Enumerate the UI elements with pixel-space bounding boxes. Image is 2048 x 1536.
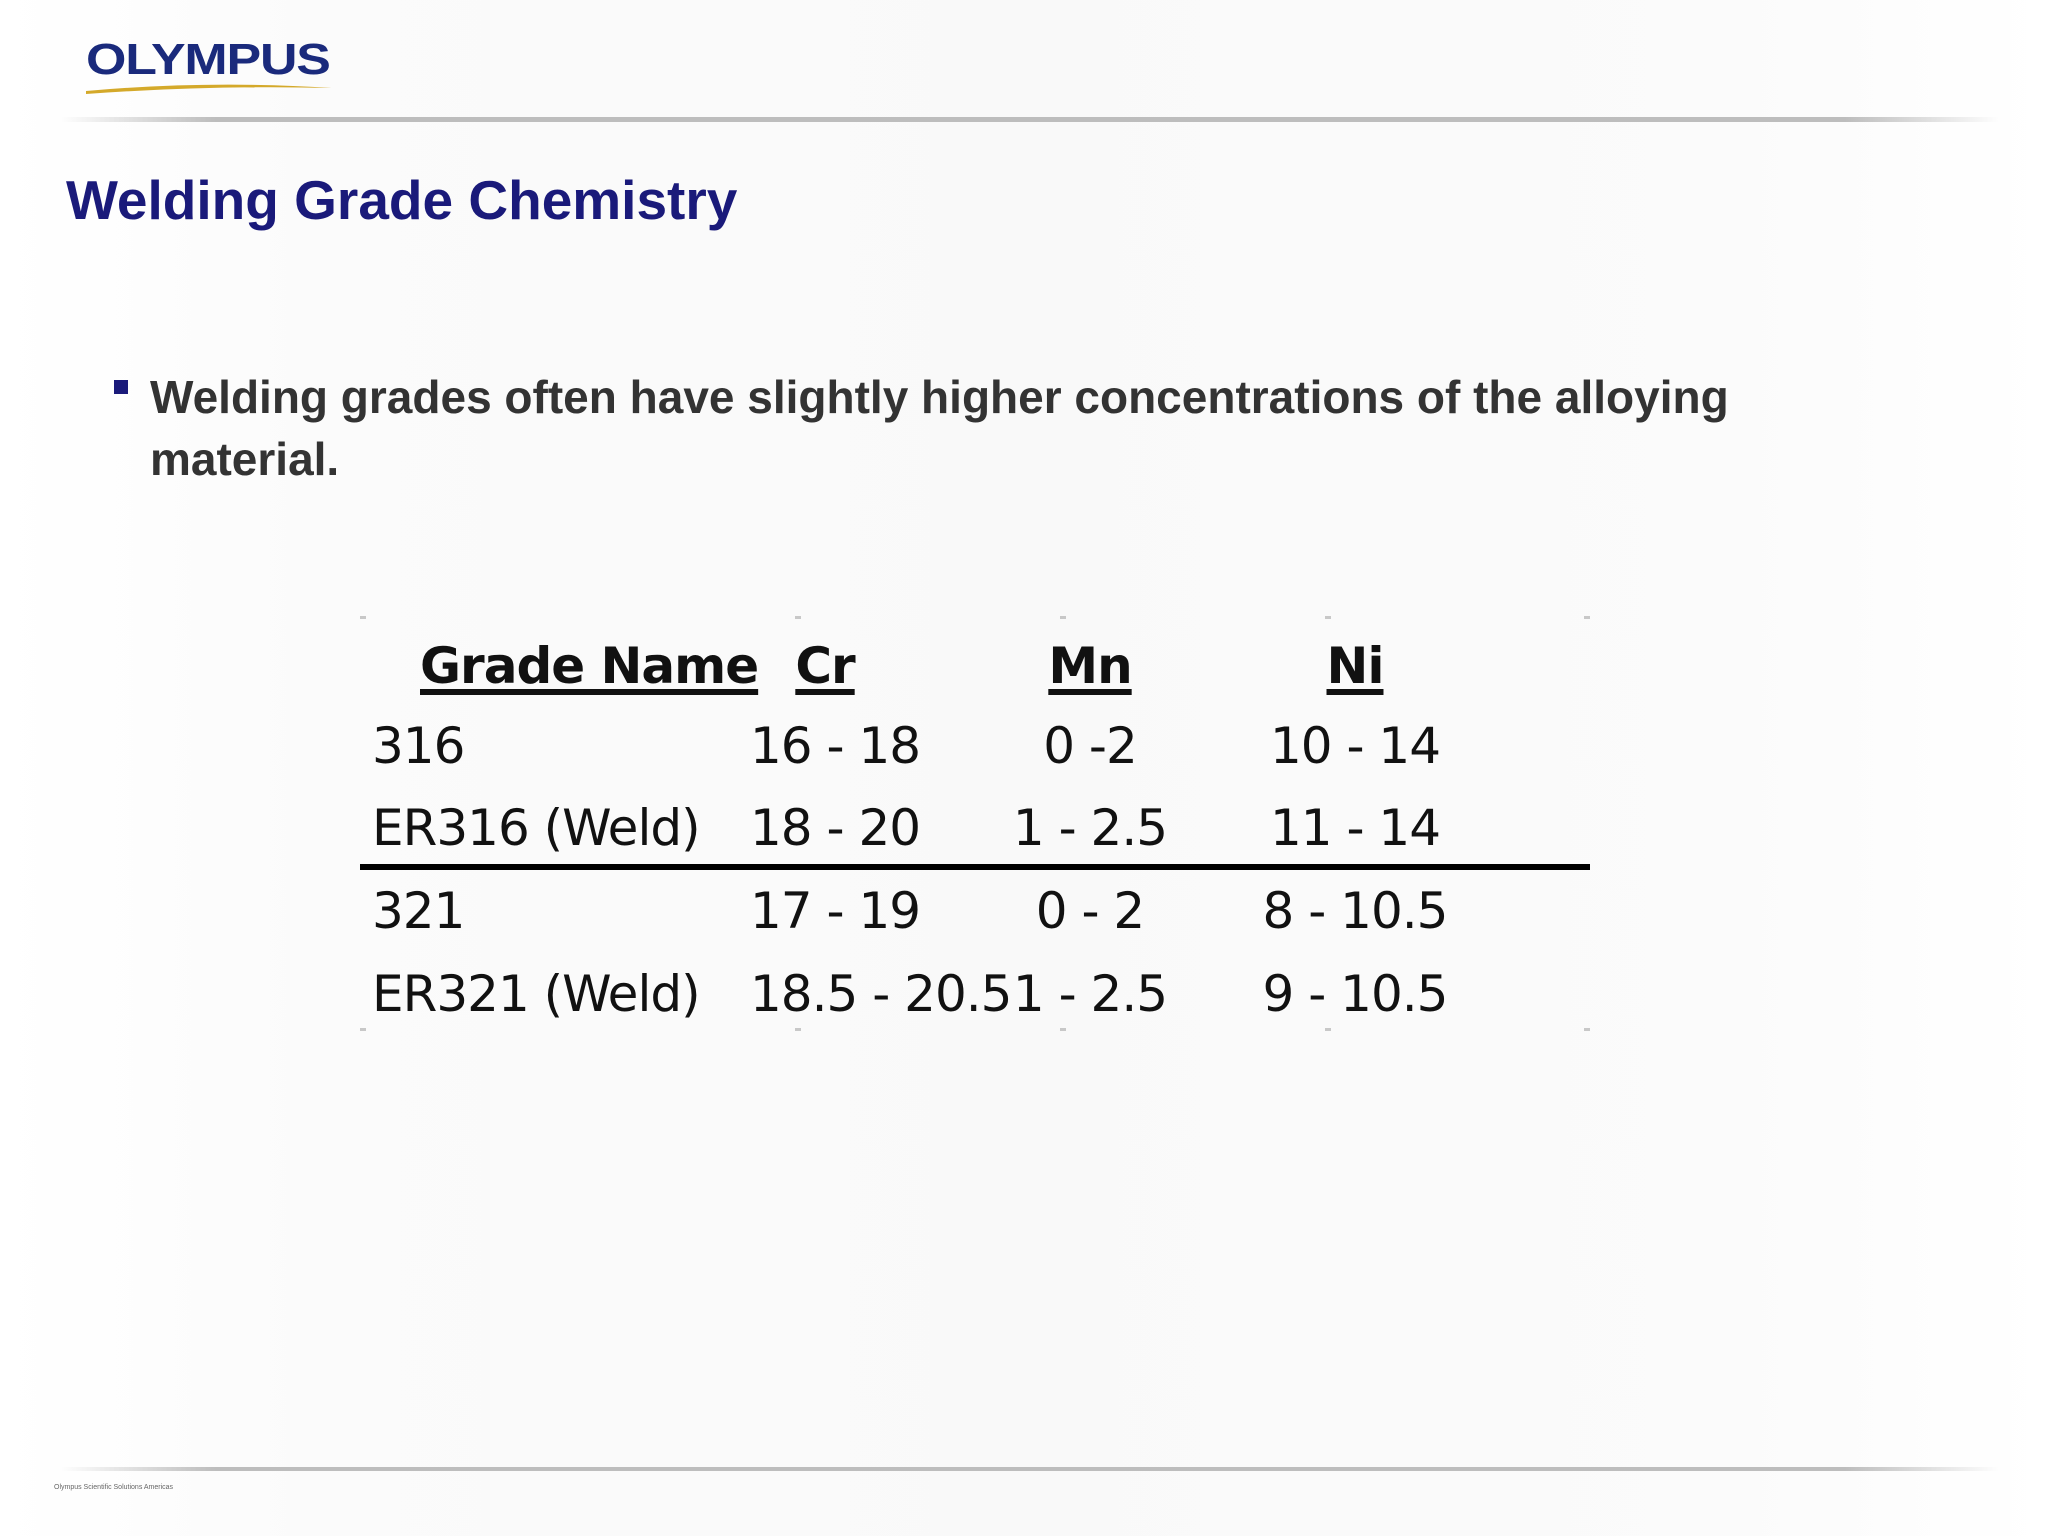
cell-ni-er321: 9 - 10.5 xyxy=(1262,965,1448,1023)
cell-mn-er316: 1 - 2.5 xyxy=(1012,799,1168,857)
table-corner-mark xyxy=(1584,1028,1590,1031)
header-ni: Ni xyxy=(1326,637,1384,695)
slide-title: Welding Grade Chemistry xyxy=(66,169,738,231)
header-cr: Cr xyxy=(795,637,855,695)
table-corner-mark xyxy=(795,1028,801,1031)
header-divider xyxy=(60,117,2000,122)
table-group-separator xyxy=(360,864,1590,870)
grade-chemistry-table xyxy=(360,616,1590,1030)
cell-grade-316: 316 xyxy=(372,717,465,775)
footer-text: Olympus Scientific Solutions Americas xyxy=(54,1484,174,1491)
logo-wordmark: OLYMPUS xyxy=(86,35,330,84)
cell-ni-316: 10 - 14 xyxy=(1269,717,1441,775)
olympus-logo xyxy=(86,35,336,84)
table-corner-mark xyxy=(795,616,801,619)
cell-mn-321: 0 - 2 xyxy=(1035,882,1145,940)
cell-grade-321: 321 xyxy=(372,882,465,940)
cell-ni-er316: 11 - 14 xyxy=(1269,799,1441,857)
bullet-square-icon xyxy=(114,380,128,394)
bullet-text: Welding grades often have slightly higher concentrations of the alloying material. xyxy=(150,371,1729,485)
table-corner-mark xyxy=(1584,616,1590,619)
table-corner-mark xyxy=(360,616,366,619)
cell-ni-321: 8 - 10.5 xyxy=(1262,882,1448,940)
header-mn: Mn xyxy=(1048,637,1132,695)
table-corner-mark xyxy=(360,1028,366,1031)
logo-swoosh-icon xyxy=(86,82,332,94)
cell-cr-321: 17 - 19 xyxy=(750,882,921,940)
cell-grade-er316: ER316 (Weld) xyxy=(372,799,700,857)
cell-grade-er321: ER321 (Weld) xyxy=(372,965,700,1023)
cell-cr-er316: 18 - 20 xyxy=(750,799,921,857)
header-grade-name: Grade Name xyxy=(420,637,759,695)
cell-mn-er321: 1 - 2.5 xyxy=(1012,965,1168,1023)
table-corner-mark xyxy=(1060,616,1066,619)
cell-cr-316: 16 - 18 xyxy=(750,717,921,775)
cell-mn-316: 0 -2 xyxy=(1043,717,1137,775)
table-corner-mark xyxy=(1325,616,1331,619)
table-corner-mark xyxy=(1325,1028,1331,1031)
footer-divider xyxy=(60,1467,2000,1471)
table-corner-mark xyxy=(1060,1028,1066,1031)
cell-cr-er321: 18.5 - 20.5 xyxy=(750,965,1012,1023)
